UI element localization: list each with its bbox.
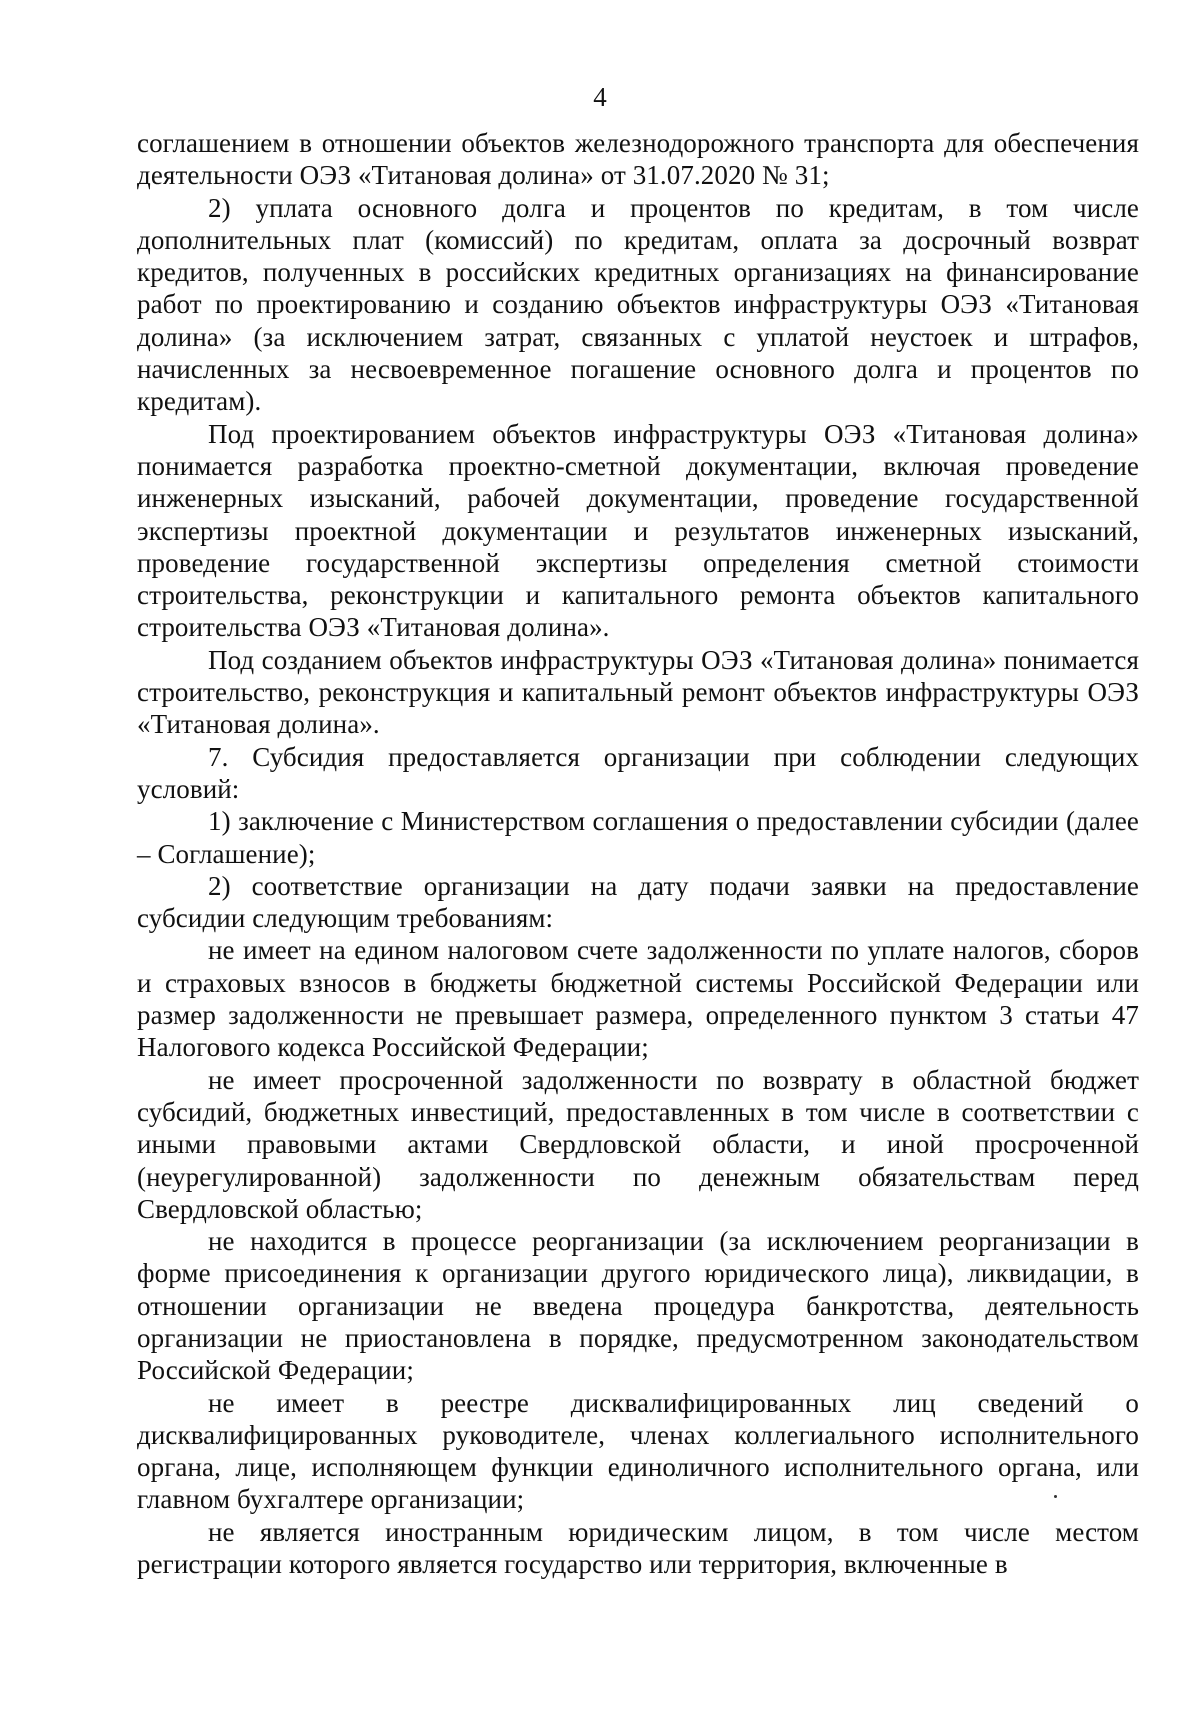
paragraph-requirement-reorganization: не находится в процессе реорганизации (за исключением реорганизации в форме присоединения к организации другого юридического лица), ликвидации, в отношении организации не введена процедура банкротства, деятельность организации не приостановлена в порядке, предусмотренном законодательством Российской Федерации; (137, 1226, 1139, 1386)
paragraph-requirement-tax-debt: не имеет на едином налоговом счете задолженности по уплате налогов, сборов и страховых взносов в бюджеты бюджетной системы Российской Федерации или размер задолженности не превышает размера, определенного пунктом 3 статьи 47 Налогового кодекса Российской Федерации; (137, 935, 1139, 1063)
paragraph-condition-2: 2) соответствие организации на дату подачи заявки на предоставление субсидии следующим требованиям: (137, 870, 1139, 934)
document-body (137, 127, 1139, 1580)
paragraph-requirement-disqualified: не имеет в реестре дисквалифицированных лиц сведений о дисквалифицированных руководителе, членах коллегиального исполнительного органа, лице, исполняющем функции единоличного исполнительного органа, или главном бухгалтере организации; (137, 1387, 1139, 1515)
paragraph-clause-7: 7. Субсидия предоставляется организации при соблюдении следующих условий: (137, 741, 1139, 804)
paragraph-requirement-overdue-debt: не имеет просроченной задолженности по возврату в областной бюджет субсидий, бюджетных инвестиций, предоставленных в том числе в соответствии с иными правовыми актами Свердловской области, и иной просроченной (неурегулированной) задолженности по денежным обязательствам перед Свердловской областью; (137, 1064, 1139, 1224)
paragraph-item-2-loan-repayment: 2) уплата основного долга и процентов по кредитам, в том числе дополнительных плат (комиссий) по кредитам, оплата за досрочный возврат кредитов, полученных в российских кредитных организациях на финансирование работ по проектированию и созданию объектов инфраструктуры ОЭЗ «Титановая долина» (за исключением затрат, связанных с уплатой неустоек и штрафов, начисленных за несвоевременное погашение основного долга и процентов по кредитам). (137, 192, 1139, 417)
scan-speck (1054, 1495, 1057, 1498)
paragraph-requirement-foreign-entity: не является иностранным юридическим лицом, в том числе местом регистрации которого является государство или территория, включенные в (137, 1516, 1139, 1580)
page-number: 4 (593, 82, 607, 112)
paragraph-creation-definition: Под созданием объектов инфраструктуры ОЭЗ «Титановая долина» понимается строительство, реконструкция и капитальный ремонт объектов инфраструктуры ОЭЗ «Титановая долина». (137, 644, 1139, 740)
paragraph-design-definition: Под проектированием объектов инфраструктуры ОЭЗ «Титановая долина» понимается разработка проектно-сметной документации, включая проведение инженерных изысканий, рабочей документации, проведение государственной экспертизы проектной документации и результатов инженерных изысканий, проведение государственной экспертизы определения сметной стоимости строительства, реконструкции и капитального ремонта объектов капитального строительства ОЭЗ «Титановая долина». (137, 418, 1139, 643)
paragraph-continuation: соглашением в отношении объектов железнодорожного транспорта для обеспечения деятельности ОЭЗ «Титановая долина» от 31.07.2020 № 31; (137, 128, 1139, 191)
paragraph-condition-1: 1) заключение с Министерством соглашения о предоставлении субсидии (далее – Соглашение); (137, 806, 1139, 869)
